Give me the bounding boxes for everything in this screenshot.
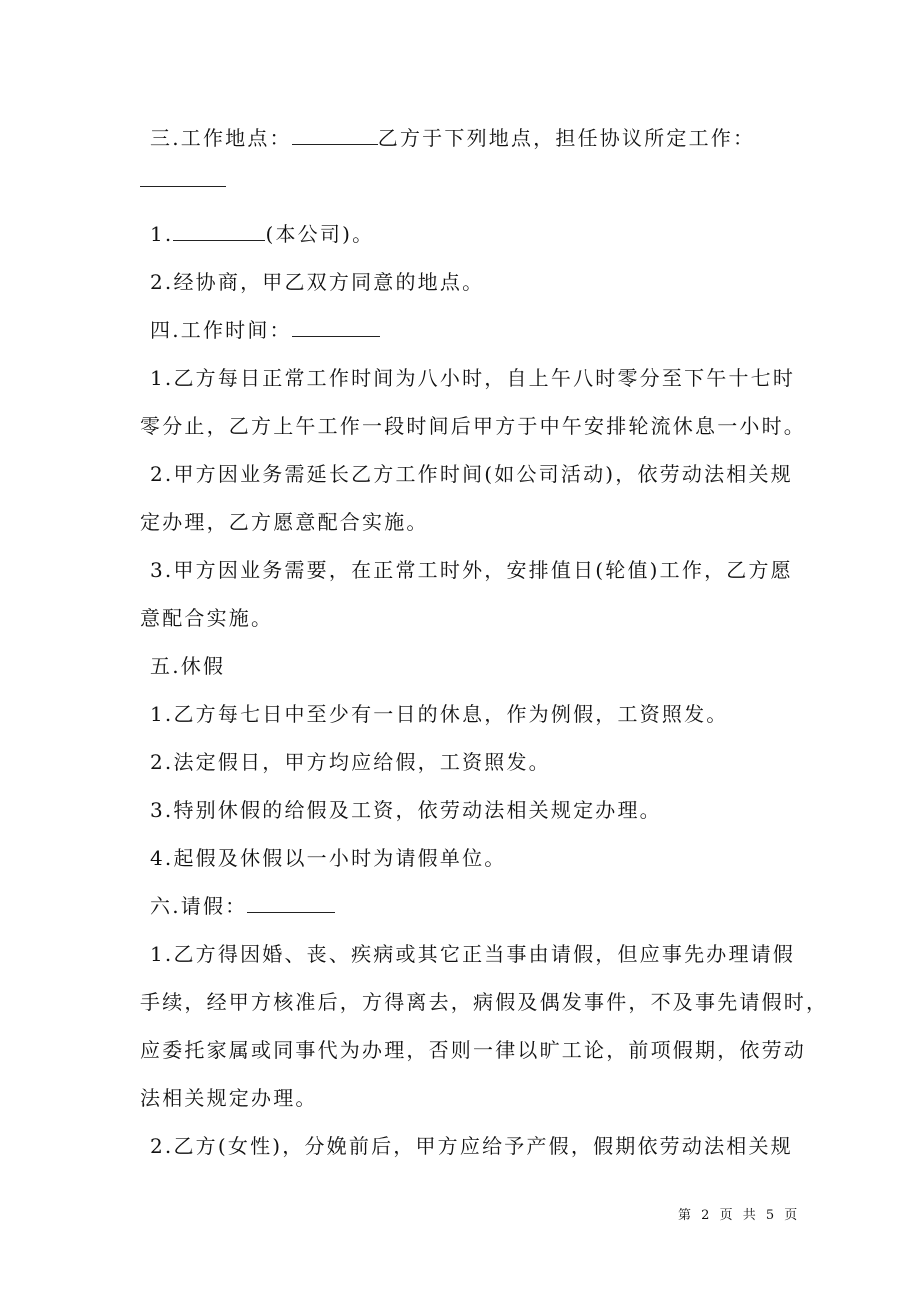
paragraph: 2.乙方(女性)，分娩前后，甲方应给予产假，假期依劳动法相关规 bbox=[150, 1134, 793, 1158]
paragraph: 3.甲方因业务需要，在正常工时外，安排值日(轮值)工作，乙方愿 bbox=[150, 558, 793, 582]
blank-line bbox=[140, 166, 226, 194]
section-3-text: 乙方于下列地点，担任协议所定工作： bbox=[377, 126, 756, 150]
paragraph-continued: 意配合实施。 bbox=[140, 606, 274, 630]
paragraph: 2.经协商，甲乙双方同意的地点。 bbox=[150, 270, 485, 294]
blank-field bbox=[292, 318, 380, 337]
paragraph-continued: 法相关规定办理。 bbox=[140, 1086, 318, 1110]
blank-field bbox=[247, 894, 335, 913]
section-3-heading bbox=[150, 124, 755, 152]
blank-field bbox=[292, 126, 378, 145]
current-page: 2 bbox=[701, 1208, 713, 1223]
paragraph: 4.起假及休假以一小时为请假单位。 bbox=[150, 846, 507, 870]
paragraph-continued: 零分止，乙方上午工作一段时间后甲方于中午安排轮流休息一小时。 bbox=[140, 414, 806, 438]
section-6-title: 六.请假： bbox=[150, 894, 248, 918]
section-6-heading bbox=[150, 892, 335, 920]
paragraph: 1.乙方每七日中至少有一日的休息，作为例假，工资照发。 bbox=[150, 702, 729, 726]
section-4-title: 四.工作时间： bbox=[150, 318, 292, 342]
paragraph-continued: 应委托家属或同事代为办理，否则一律以旷工论，前项假期，依劳动 bbox=[140, 1038, 806, 1062]
paragraph-continued: 定办理，乙方愿意配合实施。 bbox=[140, 510, 429, 534]
paragraph: 2.法定假日，甲方均应给假，工资照发。 bbox=[150, 750, 551, 774]
section-5-heading: 五.休假 bbox=[150, 654, 226, 678]
paragraph: 1.乙方得因婚、丧、疾病或其它正当事由请假，但应事先办理请假 bbox=[150, 942, 796, 966]
paragraph: 1.乙方每日正常工作时间为八小时，自上午八时零分至下午十七时 bbox=[150, 366, 796, 390]
page-number-footer: 第 2 页 共 5 页 bbox=[678, 1208, 801, 1223]
total-pages: 5 bbox=[765, 1208, 778, 1223]
section-3-title: 三.工作地点： bbox=[150, 126, 292, 150]
section-4-heading bbox=[150, 316, 380, 344]
paragraph: 1. (本公司)。 bbox=[150, 222, 375, 246]
paragraph-continued: 手续，经甲方核准后，方得离去，病假及偶发事件，不及事先请假时， bbox=[140, 990, 829, 1014]
blank-field bbox=[140, 168, 226, 187]
blank-field bbox=[173, 222, 265, 241]
paragraph: 2.甲方因业务需延长乙方工作时间(如公司活动)，依劳动法相关规 bbox=[150, 462, 793, 486]
paragraph: 3.特别休假的给假及工资，依劳动法相关规定办理。 bbox=[150, 798, 662, 822]
